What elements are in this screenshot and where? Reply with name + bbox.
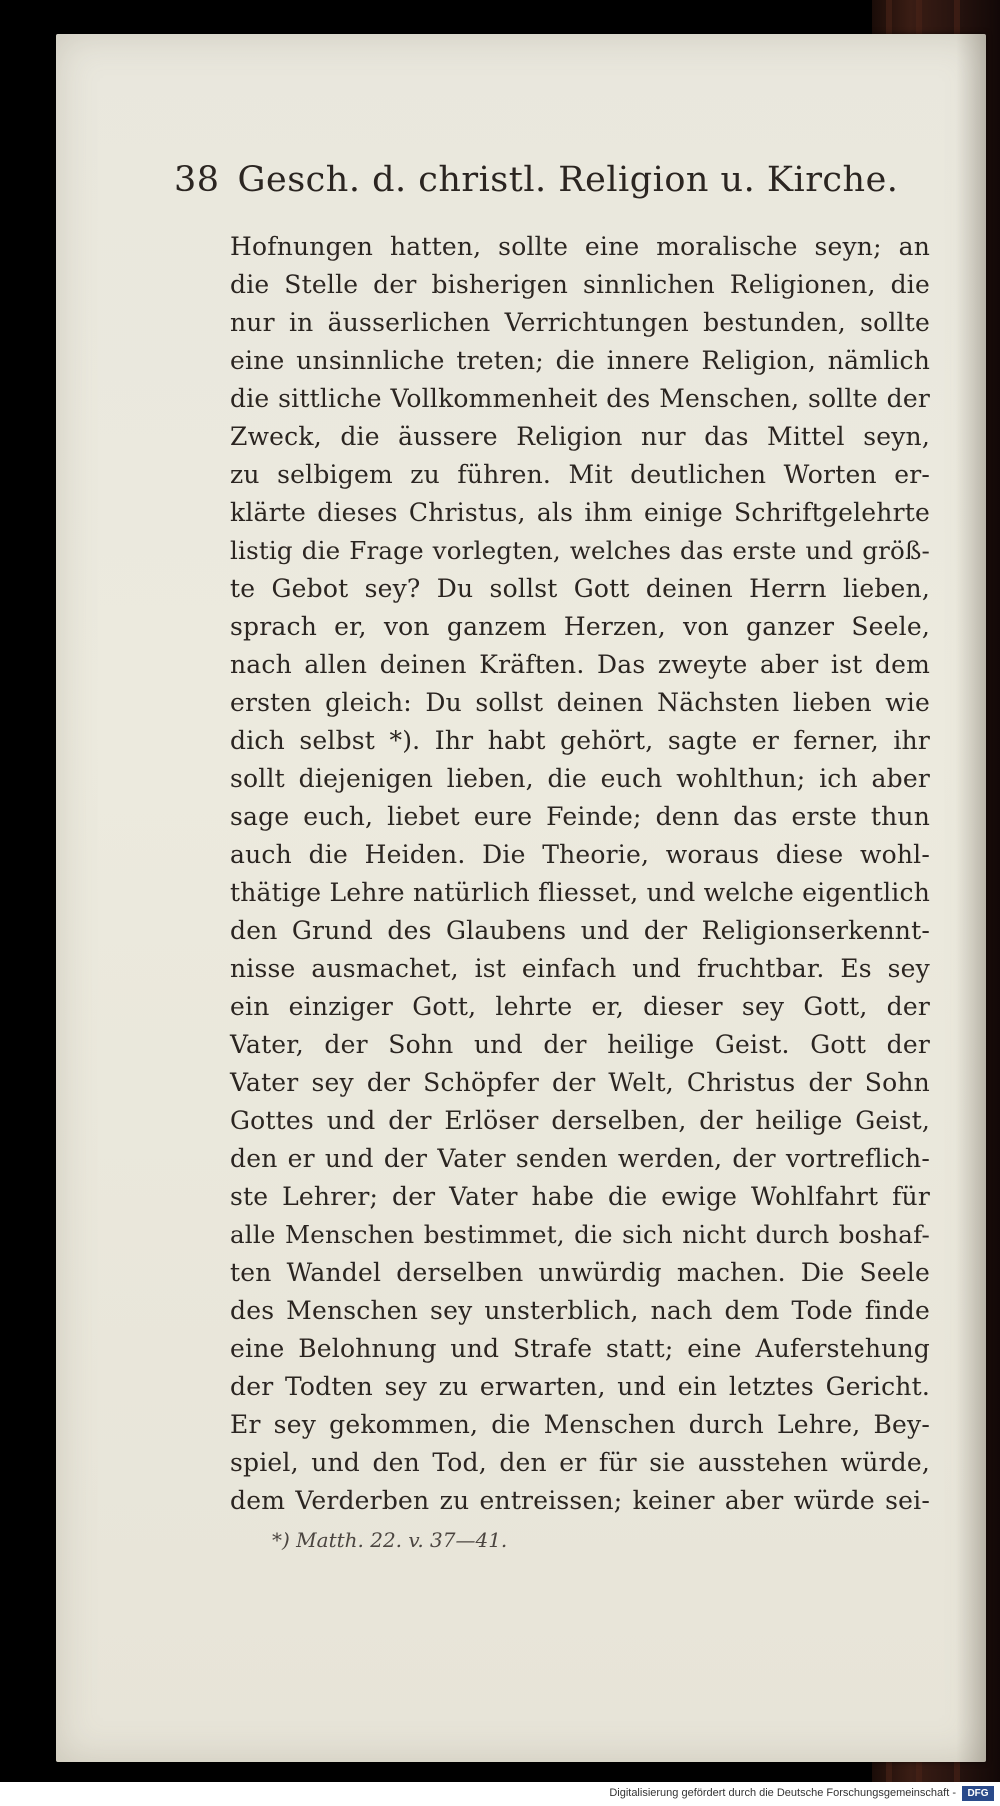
text-line: nisse ausmachet, ist einfach und fruchtbar. Es sey [230,954,930,983]
text-line: te Gebot sey? Du sollst Gott deinen Herrn lieben, [230,574,930,603]
text-line: dem Verderben zu entreissen; keiner aber würde sei- [230,1486,930,1515]
text-line: thätige Lehre natürlich fliesset, und welche eigentlich [230,878,930,907]
text-line: spiel, und den Tod, den er für sie ausstehen würde, [230,1448,930,1477]
text-line: Vater sey der Schöpfer der Welt, Christus der Sohn [230,1068,930,1097]
text-line: ein einziger Gott, lehrte er, dieser sey Gott, der [230,992,930,1021]
text-line: den Grund des Glaubens und der Religionserkennt- [230,916,930,945]
text-line: klärte dieses Christus, als ihm einige Schriftgelehrte [230,498,930,527]
text-line: ten Wandel derselben unwürdig machen. Die Seele [230,1258,930,1287]
text-line: eine Belohnung und Strafe statt; eine Auferstehung [230,1334,930,1363]
text-line: Zweck, die äussere Religion nur das Mittel seyn, [230,422,930,451]
text-line: eine unsinnliche treten; die innere Religion, nämlich [230,346,930,375]
text-line: die sittliche Vollkommenheit des Menschen, sollte der [230,384,930,413]
text-line: alle Menschen bestimmet, die sich nicht durch boshaf- [230,1220,930,1249]
text-line: sprach er, von ganzem Herzen, von ganzer Seele, [230,612,930,641]
dfg-logo: DFG [962,1786,994,1801]
text-line: den er und der Vater senden werden, der vortreflich- [230,1144,930,1173]
text-line: sollt diejenigen lieben, die euch wohlthun; ich aber [230,764,930,793]
text-line: Er sey gekommen, die Menschen durch Lehre, Bey- [230,1410,930,1439]
text-line: auch die Heiden. Die Theorie, woraus diese wohl- [230,840,930,869]
page-number: 38 [174,160,220,200]
text-line: ste Lehrer; der Vater habe die ewige Wohlfahrt für [230,1182,930,1211]
text-line: zu selbigem zu führen. Mit deutlichen Worten er- [230,460,930,489]
text-line: die Stelle der bisherigen sinnlichen Religionen, die [230,270,930,299]
text-line: nach allen deinen Kräften. Das zweyte aber ist dem [230,650,930,679]
text-line: dich selbst *). Ihr habt gehört, sagte er ferner, ihr [230,726,930,755]
text-line: ersten gleich: Du sollst deinen Nächsten lieben wie [230,688,930,717]
text-line: sage euch, liebet eure Feinde; denn das erste thun [230,802,930,831]
running-head-title: Gesch. d. christl. Religion u. Kirche. [237,160,899,200]
text-line: listig die Frage vorlegten, welches das erste und größ- [230,536,930,565]
text-line: Hofnungen hatten, sollte eine moralische seyn; an [230,232,930,261]
body-text [230,228,930,1520]
footnote: *) Matth. 22. v. 37—41. [272,1528,508,1552]
text-line: Vater, der Sohn und der heilige Geist. Gott der [230,1030,930,1059]
text-line: Gottes und der Erlöser derselben, der heilige Geist, [230,1106,930,1135]
funding-credit: Digitalisierung gefördert durch die Deutsche Forschungsgemeinschaft - [609,1787,956,1799]
digitization-footer [0,1782,1000,1806]
page-edge-shadow [956,34,986,1762]
text-line: nur in äusserlichen Verrichtungen bestunden, sollte [230,308,930,337]
text-line: der Todten sey zu erwarten, und ein letztes Gericht. [230,1372,930,1401]
text-line: des Menschen sey unsterblich, nach dem Tode finde [230,1296,930,1325]
running-head [174,160,914,200]
